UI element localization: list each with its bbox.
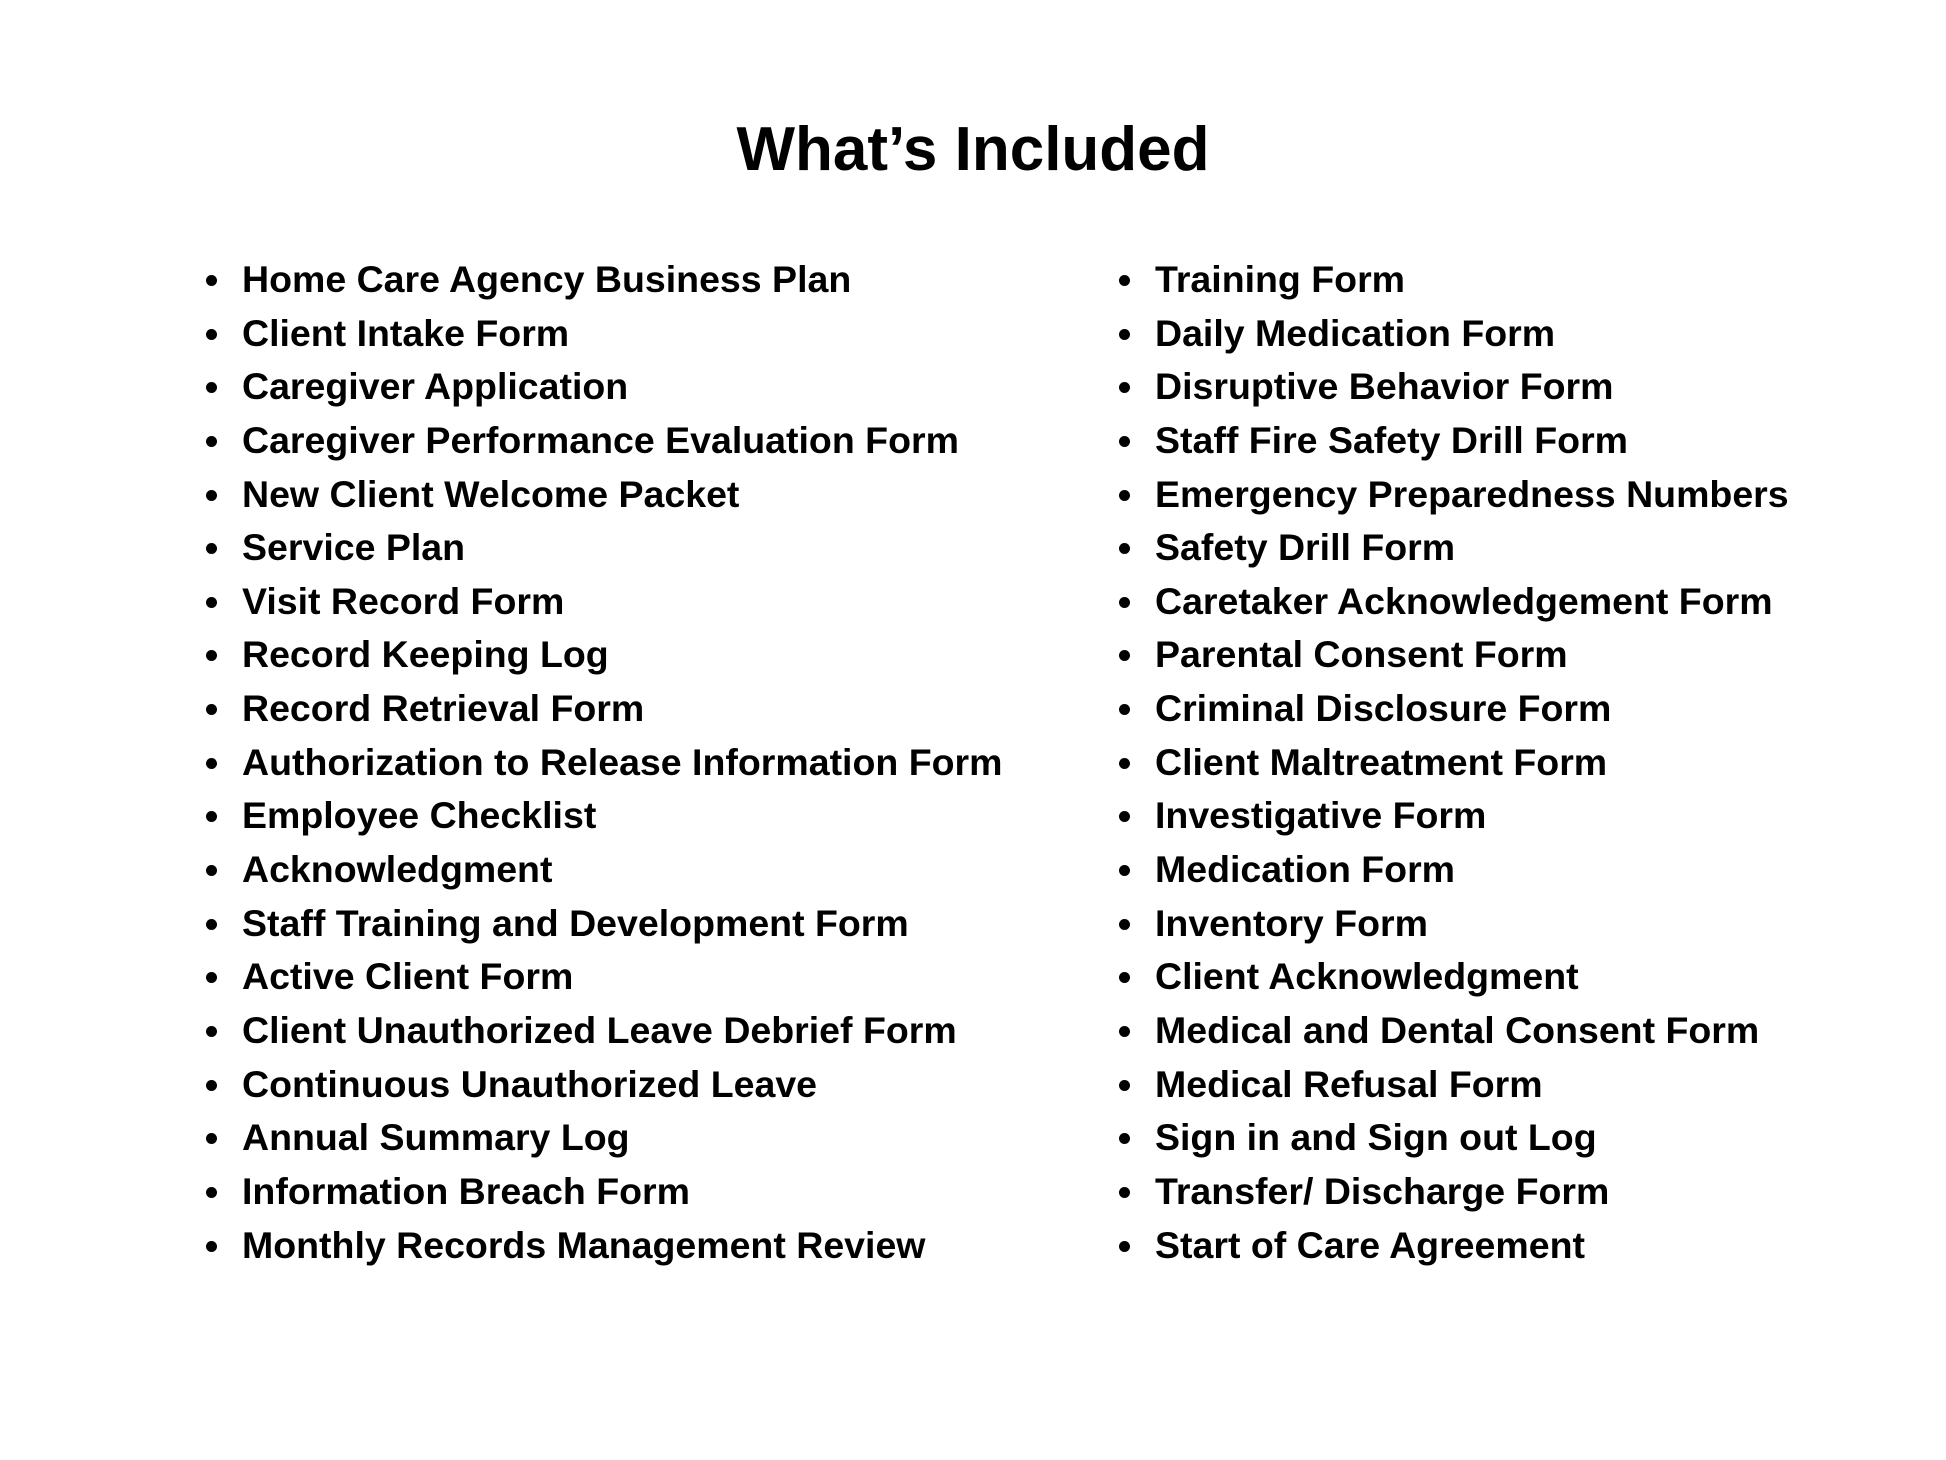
list-item-label: Caregiver Application [242,365,629,408]
list-item [1118,1165,1789,1219]
bullet-icon [206,919,217,930]
list-item-label: Record Keeping Log [242,633,609,676]
list-item [205,307,1002,361]
bullet-icon [1119,490,1130,501]
list-item-label: Client Maltreatment Form [1155,740,1608,783]
bullet-icon [1119,865,1130,876]
list-item-label: Sign in and Sign out Log [1155,1116,1597,1159]
bullet-icon [206,329,217,340]
bullet-icon [1119,1026,1130,1037]
list-item [205,1219,1002,1273]
list-item-label: Staff Fire Safety Drill Form [1155,418,1629,461]
list-item [205,897,1002,951]
bullet-icon [1119,972,1130,983]
list-item [205,628,1002,682]
bullet-icon [206,1133,217,1144]
list-item-label: New Client Welcome Packet [242,472,740,515]
bullet-icon [1119,704,1130,715]
list-item-label: Active Client Form [242,955,574,998]
bullet-icon [206,972,217,983]
bullet-icon [1119,811,1130,822]
list-item-label: Start of Care Agreement [1155,1223,1585,1266]
page-title: What’s Included [736,115,1210,184]
list-item-label: Home Care Agency Business Plan [242,258,852,300]
list-item-label: Medication Form [1155,848,1456,891]
list-item [1118,897,1789,951]
list-item [1118,950,1789,1004]
list-item-label: Service Plan [242,526,466,569]
list-item [205,521,1002,575]
list-item-label: Client Unauthorized Leave Debrief Form [242,1008,957,1051]
bullet-icon [206,1187,217,1198]
list-item [205,682,1002,736]
list-item-label: Inventory Form [1155,901,1428,944]
list-item-label: Authorization to Release Information Form [242,740,1003,783]
list-item-label: Criminal Disclosure Form [1155,687,1612,730]
bullet-icon [1119,650,1130,661]
list-item [1118,736,1789,790]
list-item [205,575,1002,629]
bullet-icon [1119,1241,1130,1252]
list-item [1118,360,1789,414]
list-item-label: Monthly Records Management Review [242,1223,926,1266]
bullet-icon [1119,1187,1130,1198]
bullet-icon [206,758,217,769]
list-item [205,1004,1002,1058]
bullet-icon [206,704,217,715]
list-item [205,1111,1002,1165]
list-item-label: Record Retrieval Form [242,687,645,730]
list-item-label: Daily Medication Form [1155,311,1556,354]
list-item [1118,575,1789,629]
list-item-label: Caregiver Performance Evaluation Form [242,418,959,461]
bullet-icon [206,543,217,554]
bullet-icon [206,865,217,876]
list-item [205,950,1002,1004]
bullet-icon [1119,1080,1130,1091]
bullet-icon [206,1080,217,1091]
bullet-icon [206,436,217,447]
list-item [1118,843,1789,897]
list-item [1118,307,1789,361]
list-item-label: Training Form [1155,258,1406,300]
bullet-icon [1119,919,1130,930]
list-item-label: Continuous Unauthorized Leave [242,1062,818,1105]
bullet-icon [206,1241,217,1252]
list-item-label: Emergency Preparedness Numbers [1155,472,1789,515]
list-item [1118,414,1789,468]
list-item [205,736,1002,790]
list-item [1118,1219,1789,1273]
list-item [205,843,1002,897]
bullet-icon [1119,275,1130,286]
bullet-icon [206,811,217,822]
bullet-icon [1119,543,1130,554]
bullet-icon [206,650,217,661]
list-item [1118,521,1789,575]
list-item-label: Acknowledgment [242,848,553,891]
list-item [205,1165,1002,1219]
included-list-left [205,253,1002,1272]
bullet-icon [206,382,217,393]
bullet-icon [1119,1133,1130,1144]
included-list-right [1118,253,1789,1272]
list-item-label: Annual Summary Log [242,1116,630,1159]
list-item [1118,253,1789,307]
list-item [1118,468,1789,522]
list-item-label: Information Breach Form [242,1169,690,1212]
list-item [205,789,1002,843]
list-item [205,360,1002,414]
list-item [205,1058,1002,1112]
list-item [205,414,1002,468]
list-item-label: Medical and Dental Consent Form [1155,1008,1760,1051]
list-item-label: Safety Drill Form [1155,526,1456,569]
list-item [1118,789,1789,843]
list-item [205,468,1002,522]
list-item-label: Medical Refusal Form [1155,1062,1543,1105]
list-item-label: Client Acknowledgment [1155,955,1579,998]
list-item-label: Staff Training and Development Form [242,901,909,944]
bullet-icon [1119,758,1130,769]
bullet-icon [206,490,217,501]
bullet-icon [206,597,217,608]
list-item [1118,1111,1789,1165]
bullet-icon [1119,382,1130,393]
list-item [1118,1058,1789,1112]
list-item-label: Disruptive Behavior Form [1155,365,1614,408]
bullet-icon [1119,597,1130,608]
list-item-label: Parental Consent Form [1155,633,1568,676]
list-item-label: Visit Record Form [242,579,565,622]
bullet-icon [1119,436,1130,447]
list-item-label: Employee Checklist [242,794,597,837]
list-item [1118,628,1789,682]
list-item [1118,682,1789,736]
list-item-label: Investigative Form [1155,794,1487,837]
list-item [205,253,1002,307]
list-item-label: Transfer/ Discharge Form [1155,1169,1610,1212]
list-item [1118,1004,1789,1058]
bullet-icon [206,275,217,286]
bullet-icon [1119,329,1130,340]
bullet-icon [206,1026,217,1037]
list-item-label: Caretaker Acknowledgement Form [1155,579,1773,622]
list-item-label: Client Intake Form [242,311,570,354]
